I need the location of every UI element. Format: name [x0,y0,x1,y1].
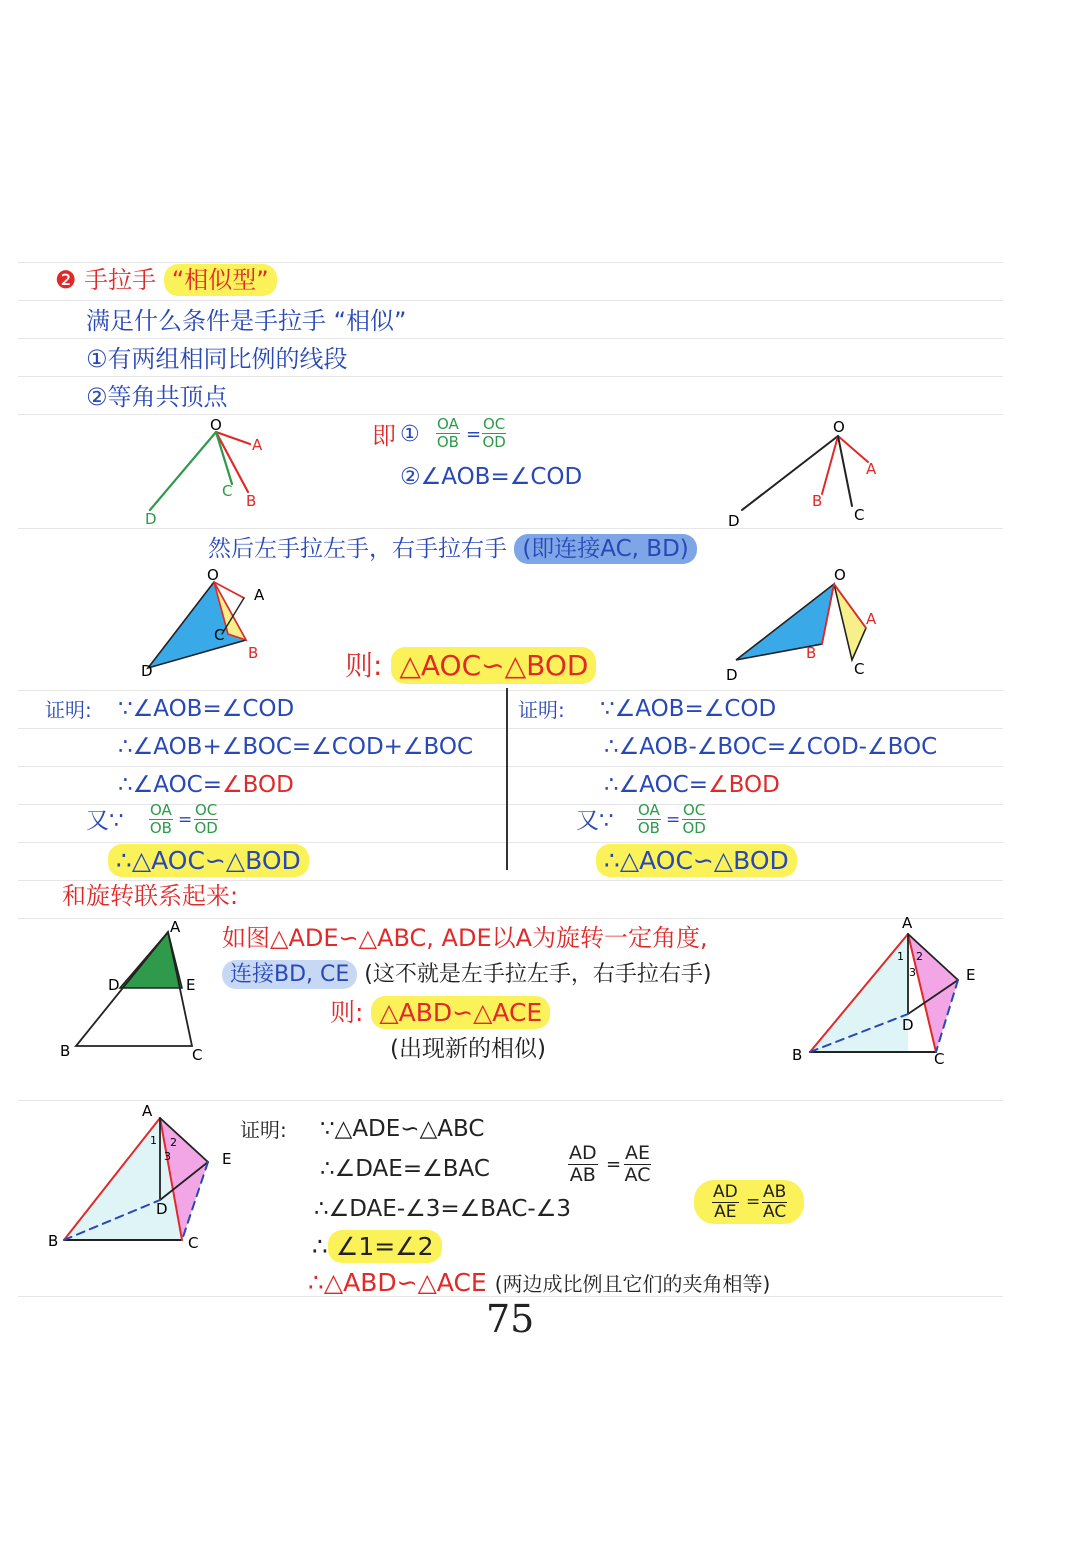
fig1-label-d: D [145,510,157,528]
condition-2: ②等角共顶点 [86,383,228,411]
fig3-label-o: O [207,566,219,584]
fig4-label-a: A [866,610,877,628]
proof3-line-3: ∴∠DAE-∠3=∠BAC-∠3 [314,1196,571,1222]
proof-right-line-1: ∵∠AOB=∠COD [600,696,777,722]
fig2-label-o: O [833,418,845,436]
proof3-ratio-2-eq: = [746,1192,761,1212]
proof-left-ratio-1: $\frac{OA}{OB}$ [149,801,172,837]
proof3-ratio-ad-ae: $\frac{AD}{AE}$ [713,1182,738,1222]
proof-left-line-4: 又∵ [86,808,124,834]
proof3-label: 证明: [240,1118,287,1142]
ie-prefix: 即 [372,422,396,450]
proof-left-label: 证明: [45,698,92,722]
fig2-label-c: C [854,506,865,524]
fig3-label-c: C [214,626,225,644]
fig5-label-d: D [108,976,120,994]
fig3-label-b: B [248,644,259,662]
proof-right-line-2: ∴∠AOB-∠BOC=∠COD-∠BOC [604,734,938,760]
heading-title: 手拉手 [84,266,157,294]
fig2-label-a: A [866,460,877,478]
proof-right-conclusion: ∴△AOC∽△BOD [596,848,797,873]
rotation-remark: (这不就是左手拉左手，右手拉右手) [364,962,712,987]
proof-left-line-3: ∴∠AOC=∠BOD [118,772,294,798]
figure-2 [728,418,877,530]
rotation-title: 和旋转联系起来: [62,882,239,910]
page-number: 75 [486,1297,535,1341]
fig6-label-a: A [902,914,913,932]
rotation-line-1: 如图△ADE∽△ABC, ADE以A为旋转一定角度, [222,924,708,952]
proof3-ratio-ab-ac: $\frac{AB}{AC}$ [763,1182,787,1222]
fig1-label-c: C [222,482,233,500]
fig4-label-o: O [834,566,846,584]
ratio-equal: = [466,424,482,445]
proof-right-line-4: 又∵ [576,808,614,834]
fig7-label-c: C [188,1234,199,1252]
proof-right-ratio-2: $\frac{OC}{OD}$ [682,801,706,837]
proof-right-ratio-eq: = [666,810,681,830]
ie-one: ① [400,422,420,447]
fig4-label-b: B [806,644,817,662]
then-1-prefix: 则: [345,649,383,682]
fig6-angle-3: 3 [909,966,916,979]
proof3-line-4: ∴ ∠1=∠2 [312,1234,442,1259]
rotation-then: 则: △ABD∽△ACE [330,1000,550,1025]
fig6-angle-2: 2 [916,950,923,963]
proof3-line-5: ∴△ABD∽△ACE (两边成比例且它们的夹角相等) [308,1268,771,1297]
heading-number: ❷ [55,266,77,294]
proof-right-line-3: ∴∠AOC=∠BOD [604,772,780,798]
fig5-label-b: B [60,1042,71,1060]
figure-6 [792,914,975,1068]
figure-1 [145,416,263,528]
proof3-ratio-ae-ac: $\frac{AE}{AC}$ [624,1142,651,1186]
condition-question: 满足什么条件是手拉手 “相似” [86,307,407,335]
fig6-label-c: C [934,1050,945,1068]
proof3-reason: (两边成比例且它们的夹角相等) [494,1272,771,1296]
fig1-label-b: B [246,492,257,510]
connect-instruction: 然后左手拉左手，右手拉右手 [208,536,507,562]
figure-4 [726,566,877,684]
fig1-label-a: A [252,436,263,454]
ie-angle: ②∠AOB=∠COD [400,464,583,490]
proof-right-ratio-1: $\frac{OA}{OB}$ [637,801,660,837]
fig3-label-d: D [141,662,153,680]
connect-note: (即连接AC, BD) [514,534,696,564]
fig2-label-d: D [728,512,740,530]
proof-left-ratio-2: $\frac{OC}{OD}$ [194,801,218,837]
fig7-label-e: E [222,1150,232,1168]
fig6-label-d: D [902,1016,914,1034]
proof-left-ratio-eq: = [178,810,193,830]
fig5-label-a: A [170,918,181,936]
rotation-note: (出现新的相似) [390,1036,546,1062]
fig7-label-d: D [156,1200,168,1218]
proof-left-line-2: ∴∠AOB+∠BOC=∠COD+∠BOC [118,734,474,760]
fig6-label-b: B [792,1046,803,1064]
fig5-label-e: E [186,976,196,994]
condition-1: ①有两组相同比例的线段 [86,345,348,373]
fig7-angle-2: 2 [170,1136,177,1149]
fig7-label-a: A [142,1102,153,1120]
fig3-label-a: A [254,586,265,604]
fig7-angle-1: 1 [150,1134,157,1147]
fig6-label-e: E [966,966,976,984]
fig4-label-c: C [854,660,865,678]
ratio-oa-ob: $\frac{OA}{OB}$ [436,415,459,451]
proof3-ratio-ad-ab: $\frac{AD}{AB}$ [569,1142,597,1186]
proof-right-label: 证明: [518,698,565,722]
figure-7 [48,1102,231,1252]
ratio-oc-od: $\frac{OC}{OD}$ [482,415,506,451]
proof3-line-2: ∴∠DAE=∠BAC [320,1156,490,1182]
then-1-result: △AOC∽△BOD [391,647,596,684]
fig7-label-b: B [48,1232,59,1250]
fig7-angle-3: 3 [164,1150,171,1163]
figure-5 [60,918,202,1064]
proof-left-line-1: ∵∠AOB=∠COD [118,696,295,722]
fig1-label-o: O [210,416,222,434]
figure-3 [141,566,265,680]
heading-quote: “相似型” [164,264,277,296]
fig2-label-b: B [812,492,823,510]
rotation-connect: 连接BD, CE [222,960,357,989]
proof3-ratio-1-eq: = [606,1154,622,1175]
proof-left-conclusion: ∴△AOC∽△BOD [108,848,309,873]
fig5-label-c: C [192,1046,203,1064]
proof3-line-1: ∵△ADE∽△ABC [320,1116,485,1142]
fig4-label-d: D [726,666,738,684]
fig6-angle-1: 1 [897,950,904,963]
